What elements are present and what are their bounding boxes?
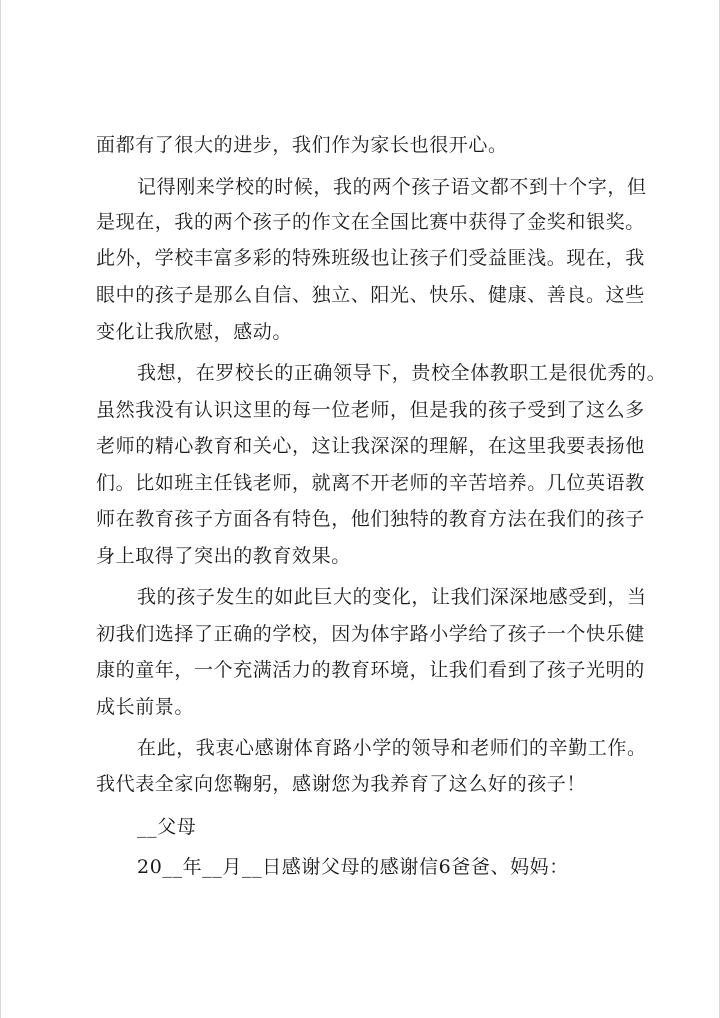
paragraph-line: 面都有了很大的进步，我们作为家长也很开心。 — [96, 134, 508, 156]
paragraph-line: 初我们选择了正确的学校，因为体宇路小学给了孩子一个快乐健 — [96, 623, 645, 645]
signature-line: __父母 — [137, 816, 197, 838]
paragraph-line: 此外，学校丰富多彩的特殊班级也让孩子们受益匪浅。现在，我 — [96, 247, 645, 269]
paragraph-line: 老师的精心教育和关心，这让我深深的理解，在这里我要表扬他 — [96, 435, 645, 457]
date-heading-line: 20__年__月__日感谢父母的感谢信6爸爸、妈妈： — [137, 856, 569, 878]
paragraph-line: 们。比如班主任钱老师，就离不开老师的辛苦培养。几位英语教 — [96, 472, 645, 494]
paragraph-line: 虽然我没有认识这里的每一位老师，但是我的孩子受到了这么多 — [96, 399, 645, 421]
paragraph-line: 我的孩子发生的如此巨大的变化，让我们深深地感受到，当 — [137, 586, 647, 608]
paragraph-line: 变化让我欣慰，感动。 — [96, 321, 293, 343]
paragraph-line: 在此，我衷心感谢体育路小学的领导和老师们的辛勤工作。 — [137, 737, 647, 759]
paragraph-line: 康的童年，一个充满活力的教育环境，让我们看到了孩子光明的 — [96, 659, 645, 681]
paragraph-line: 眼中的孩子是那么自信、独立、阳光、快乐、健康、善良。这些 — [96, 284, 645, 306]
paragraph-line: 我代表全家向您鞠躬，感谢您为我养育了这么好的孩子！ — [96, 773, 587, 795]
paragraph-line: 记得刚来学校的时候，我的两个孩子语文都不到十个字，但 — [137, 176, 647, 198]
paragraph-line: 是现在，我的两个孩子的作文在全国比赛中获得了金奖和银奖。 — [96, 211, 645, 233]
paragraph-line: 我想，在罗校长的正确领导下，贵校全体教职工是很优秀的。 — [137, 362, 667, 384]
paragraph-line: 成长前景。 — [96, 696, 195, 718]
paragraph-line: 师在教育孩子方面各有特色，他们独特的教育方法在我们的孩子 — [96, 508, 645, 530]
paragraph-line: 身上取得了突出的教育效果。 — [96, 545, 351, 567]
